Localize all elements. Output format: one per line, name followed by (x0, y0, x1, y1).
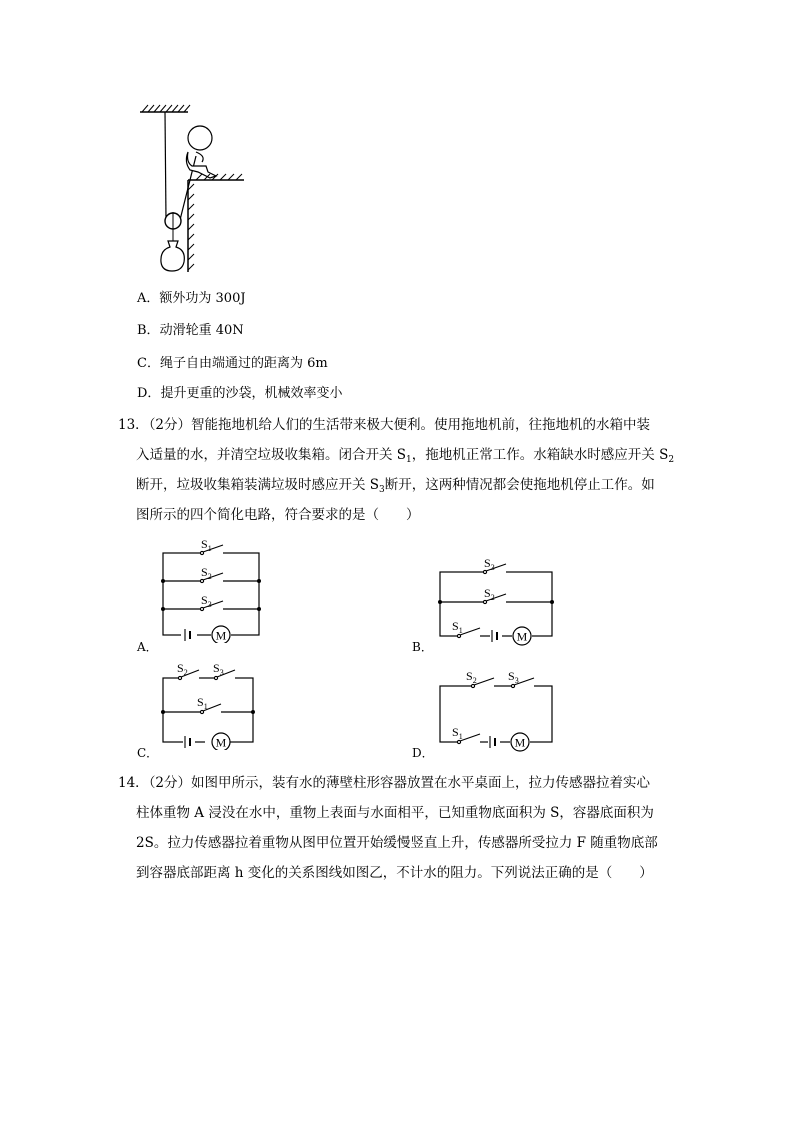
motor-a-label: M (215, 628, 227, 643)
s1-label-a: $S_1$ (201, 537, 212, 553)
s3-label-a: $S_3$ (201, 593, 212, 609)
circuit-c-label[interactable]: C． (137, 746, 159, 760)
person (186, 126, 216, 178)
s2-label-b: $S_2$ (484, 586, 495, 602)
option-d[interactable]: D．提升更重的沙袋，机械效率变小 (137, 386, 343, 401)
pulley-figure (136, 100, 248, 276)
option-a[interactable]: A．额外功为 300J (137, 291, 246, 306)
ledge (188, 174, 244, 272)
sandbag (161, 241, 184, 271)
rope-fixed (165, 112, 166, 220)
s3-label-c: $S_3$ (213, 661, 224, 677)
circuit-b-label[interactable]: B． (412, 640, 433, 654)
motor-c-label: M (215, 735, 227, 750)
question-14: 14．（2分）如图甲所示，装有水的薄壁柱形容器放置在水平桌面上，拉力传感器拉着实心 柱体重物 A 浸没在水中，重物上表面与水面相平，已知重物底面积为 S，容器底面积为 2S。拉力传感器拉着重物从图甲位置开始缓慢竖直上升，传感器所受拉力 F 随重物底部 到容器底部距离 h 变化的关系图线如图乙，不计水的阻力。下列说法正确的是（ ） (118, 775, 658, 881)
circuit-a (155, 535, 265, 643)
circuit-c (155, 658, 265, 750)
question-13: 13．（2分）智能拖地机给人们的生活带来极大便利。使用拖地机前，往拖地机的水箱中装 入适量的水，并清空垃圾收集箱。闭合开关 $S_1$，拖地机正常工作。水箱缺水时感应开关 $S_2$ 断开，垃圾收集箱装满垃圾时感应开关 $S_3$断开，这两种情况都会使拖地机停止工作。如 图所示的四个简化电路，符合要求的是（ ） (118, 417, 675, 523)
s3-label-d: $S_3$ (508, 669, 519, 685)
circuit-d-label[interactable]: D． (412, 746, 434, 760)
s1-label-d: $S_1$ (452, 725, 463, 741)
circuit-b (432, 552, 560, 648)
motor-d-label: M (514, 735, 526, 750)
motor-b-label: M (516, 629, 528, 644)
circuit-a-label[interactable]: A． (137, 640, 158, 654)
s2-label-a: $S_2$ (201, 565, 212, 581)
s2-label-c: $S_2$ (177, 661, 188, 677)
s1-label-c: $S_1$ (197, 695, 208, 711)
option-b[interactable]: B．动滑轮重 40N (137, 323, 244, 338)
s1-label-b: $S_1$ (452, 619, 463, 635)
circuit-d (432, 664, 560, 752)
ceiling (140, 105, 190, 112)
s3-label-b: $S_3$ (484, 556, 495, 572)
s2-label-d: $S_2$ (466, 669, 477, 685)
option-c[interactable]: C．绳子自由端通过的距离为 6m (137, 356, 328, 371)
